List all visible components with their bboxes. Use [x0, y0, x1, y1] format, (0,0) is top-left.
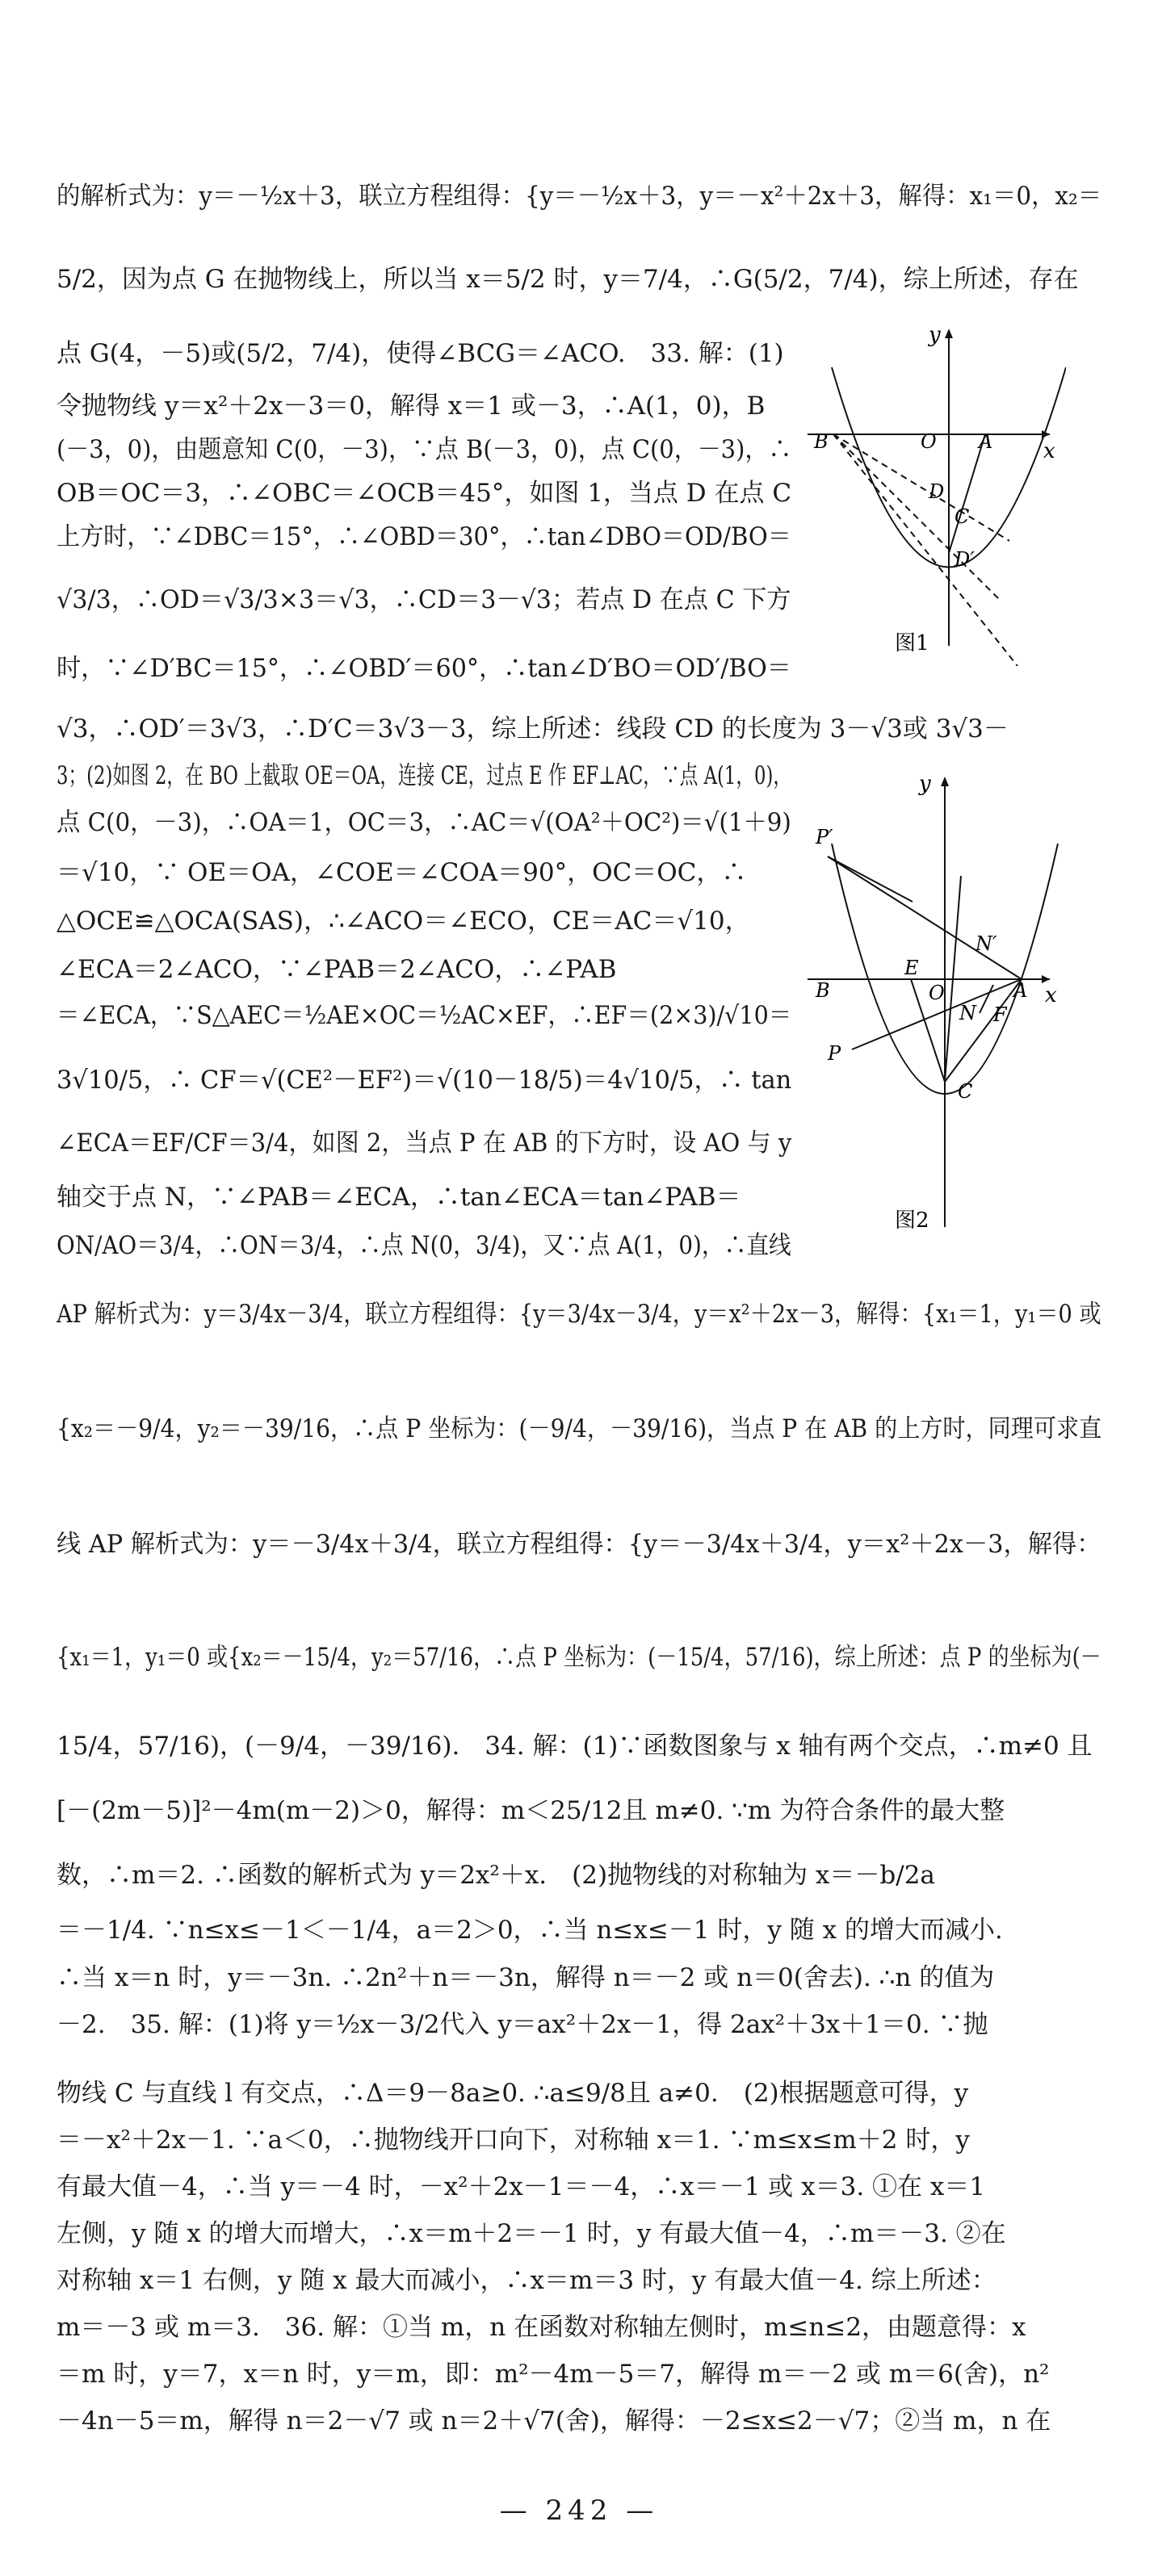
text-line: √3，∴OD′＝3√3，∴D′C＝3√3－3，综上所述：线段 CD 的长度为 3－√3或 3√3－ [57, 714, 1009, 743]
fig2-label-A: A [1013, 979, 1028, 1002]
text-line: 点 C(0，－3)，∴OA＝1，OC＝3，∴AC＝√(OA²＋OC²)＝√(1＋9) [57, 808, 791, 837]
text-line: ON/AO＝3/4，∴ON＝3/4，∴点 N(0，3/4)，又∵点 A(1，0)，∴直线 [57, 1231, 791, 1260]
text-line: ∴当 x＝n 时，y＝－3n. ∴2n²＋n＝－3n，解得 n＝－2 或 n＝0(舍去). ∴n 的值为 [57, 1963, 995, 1992]
text-line: ＝∠ECA，∵S△AEC＝½AE×OC＝½AC×EF，∴EF＝(2×3)/√10＝ [57, 1001, 792, 1030]
figure-1 [799, 319, 1066, 666]
text-line: －4n－5＝m，解得 n＝2－√7 或 n＝2＋√7(舍)，解得：－2≤x≤2－√7；②当 m，n 在 [57, 2406, 1051, 2436]
text-line: 数，∴m＝2. ∴函数的解析式为 y＝2x²＋x. (2)抛物线的对称轴为 x＝－b/2a [57, 1861, 935, 1890]
text-line: 对称轴 x＝1 右侧，y 随 x 最大而减小，∴x＝m＝3 时，y 有最大值－4. 综上所述： [57, 2266, 996, 2295]
text-line: 上方时，∵∠DBC＝15°，∴∠OBD＝30°，∴tan∠DBO＝OD/BO＝ [57, 522, 791, 551]
text-line: ＝m 时，y＝7，x＝n 时，y＝m，即：m²－4m－5＝7，解得 m＝－2 或 m＝6(舍)，n² [57, 2360, 1050, 2389]
text-line: 5/2，因为点 G 在抛物线上，所以当 x＝5/2 时，y＝7/4，∴G(5/2，7/4)，综上所述，存在 [57, 265, 1079, 294]
page-number-value: 242 [545, 2494, 613, 2527]
fig1-label-A: A [979, 430, 993, 453]
fig2-label-y: y [919, 772, 931, 796]
text-line: ∠ECA＝EF/CF＝3/4，如图 2，当点 P 在 AB 的下方时，设 AO 与 y [57, 1129, 792, 1158]
text-line: {x₂＝－9/4，y₂＝－39/16，∴点 P 坐标为：(－9/4，－39/16)，当点 P 在 AB 的上方时，同理可求直 [57, 1414, 1102, 1443]
fig2-label-P: P [828, 1042, 841, 1065]
text-line: √3/3，∴OD＝√3/3×3＝√3，∴CD＝3－√3；若点 D 在点 C 下方 [57, 585, 791, 614]
text-line: AP 解析式为：y＝3/4x－3/4，联立方程组得：{y＝3/4x－3/4，y＝x²＋2x－3，解得：{x₁＝1，y₁＝0 或 [57, 1300, 1101, 1329]
text-line: △OCE≌△OCA(SAS)，∴∠ACO＝∠ECO，CE＝AC＝√10， [57, 907, 750, 936]
text-line: －2. 35. 解：(1)将 y＝½x－3/2代入 y＝ax²＋2x－1，得 2ax²＋3x＋1＝0. ∵抛 [57, 2010, 988, 2039]
text-line: (－3，0)，由题意知 C(0，－3)，∵点 B(－3，0)，点 C(0，－3)，∴ [57, 435, 792, 464]
fig2-label-x: x [1045, 983, 1057, 1007]
fig1-label-O: O [921, 430, 937, 453]
fig2-label-N: N [959, 1002, 976, 1024]
text-line: m＝－3 或 m＝3. 36. 解：①当 m，n 在函数对称轴左侧时，m≤n≤2，由题意得：x [57, 2313, 1026, 2342]
fig1-label-D: D [929, 480, 945, 503]
text-line: 的解析式为：y＝－½x＋3，联立方程组得：{y＝－½x＋3，y＝－x²＋2x＋3，解得：x₁＝0，x₂＝ [57, 182, 1102, 211]
text-line: 3；(2)如图 2，在 BO 上截取 OE＝OA，连接 CE，过点 E 作 EF⊥AC，∵点 A(1，0)， [57, 761, 792, 790]
fig1-label-C: C [955, 505, 970, 528]
text-line: ∠ECA＝2∠ACO，∵∠PAB＝2∠ACO，∴∠PAB [57, 955, 617, 984]
text-line: 物线 C 与直线 l 有交点，∴Δ＝9－8a≥0. ∴a≤9/8且 a≠0. (2)根据题意可得，y [57, 2079, 969, 2108]
text-line: 令抛物线 y＝x²＋2x－3＝0，解得 x＝1 或－3，∴A(1，0)，B [57, 392, 766, 421]
text-line: OB＝OC＝3，∴∠OBC＝∠OCB＝45°，如图 1，当点 D 在点 C [57, 479, 792, 508]
fig2-label-P-prime: P′ [816, 826, 833, 848]
fig2-label-F: F [993, 1003, 1007, 1026]
fig2-label-O: O [929, 982, 945, 1004]
fig1-caption: 图1 [895, 631, 929, 656]
figure-2 [799, 763, 1066, 1239]
text-line: ＝√10，∵ OE＝OA，∠COE＝∠COA＝90°，OC＝OC，∴ [57, 858, 747, 887]
text-line: [－(2m－5)]²－4m(m－2)＞0，解得：m＜25/12且 m≠0. ∵m 为符合条件的最大整 [57, 1796, 1005, 1825]
fig2-label-C: C [958, 1080, 973, 1103]
text-line: 15/4，57/16)，(－9/4，－39/16). 34. 解：(1)∵函数图象与 x 轴有两个交点，∴m≠0 且 [57, 1732, 1093, 1761]
text-line: 时，∵∠D′BC＝15°，∴∠OBD′＝60°，∴tan∠D′BO＝OD′/BO＝ [57, 654, 791, 683]
fig1-label-B: B [814, 430, 829, 453]
text-line: 3√10/5，∴ CF＝√(CE²－EF²)＝√(10－18/5)＝4√10/5，∴ tan [57, 1066, 792, 1095]
fig1-label-D-prime: D′ [955, 548, 975, 571]
text-line: 左侧，y 随 x 的增大而增大，∴x＝m＋2＝－1 时，y 有最大值－4，∴m＝－3. ②在 [57, 2219, 1006, 2248]
text-line: 点 G(4，－5)或(5/2，7/4)，使得∠BCG＝∠ACO. 33. 解：(1) [57, 339, 784, 368]
text-line: 轴交于点 N，∵∠PAB＝∠ECA，∴tan∠ECA＝tan∠PAB＝ [57, 1183, 741, 1212]
text-line: {x₁＝1，y₁＝0 或{x₂＝－15/4，y₂＝57/16，∴点 P 坐标为：(－15/4，57/16)，综上所述：点 P 的坐标为(－ [57, 1643, 1101, 1672]
fig2-label-B: B [816, 979, 830, 1002]
text-line: 线 AP 解析式为：y＝－3/4x＋3/4，联立方程组得：{y＝－3/4x＋3/4，y＝x²＋2x－3，解得： [57, 1530, 1101, 1559]
fig2-caption: 图2 [895, 1208, 929, 1233]
text-line: ＝－1/4. ∵n≤x≤－1＜－1/4，a＝2＞0，∴当 n≤x≤－1 时，y 随 x 的增大而减小. [57, 1916, 1003, 1945]
fig2-label-E: E [904, 957, 919, 979]
fig1-label-x: x [1043, 439, 1055, 463]
fig2-label-N-prime: N′ [975, 932, 997, 955]
page-number: — 242 — [499, 2494, 659, 2527]
fig1-label-y: y [929, 323, 941, 347]
text-line: ＝－x²＋2x－1. ∵a＜0，∴抛物线开口向下，对称轴 x＝1. ∵m≤x≤m＋2 时，y [57, 2126, 970, 2155]
text-line: 有最大值－4，∴当 y＝－4 时，－x²＋2x－1＝－4，∴x＝－1 或 x＝3. ①在 x＝1 [57, 2172, 986, 2201]
